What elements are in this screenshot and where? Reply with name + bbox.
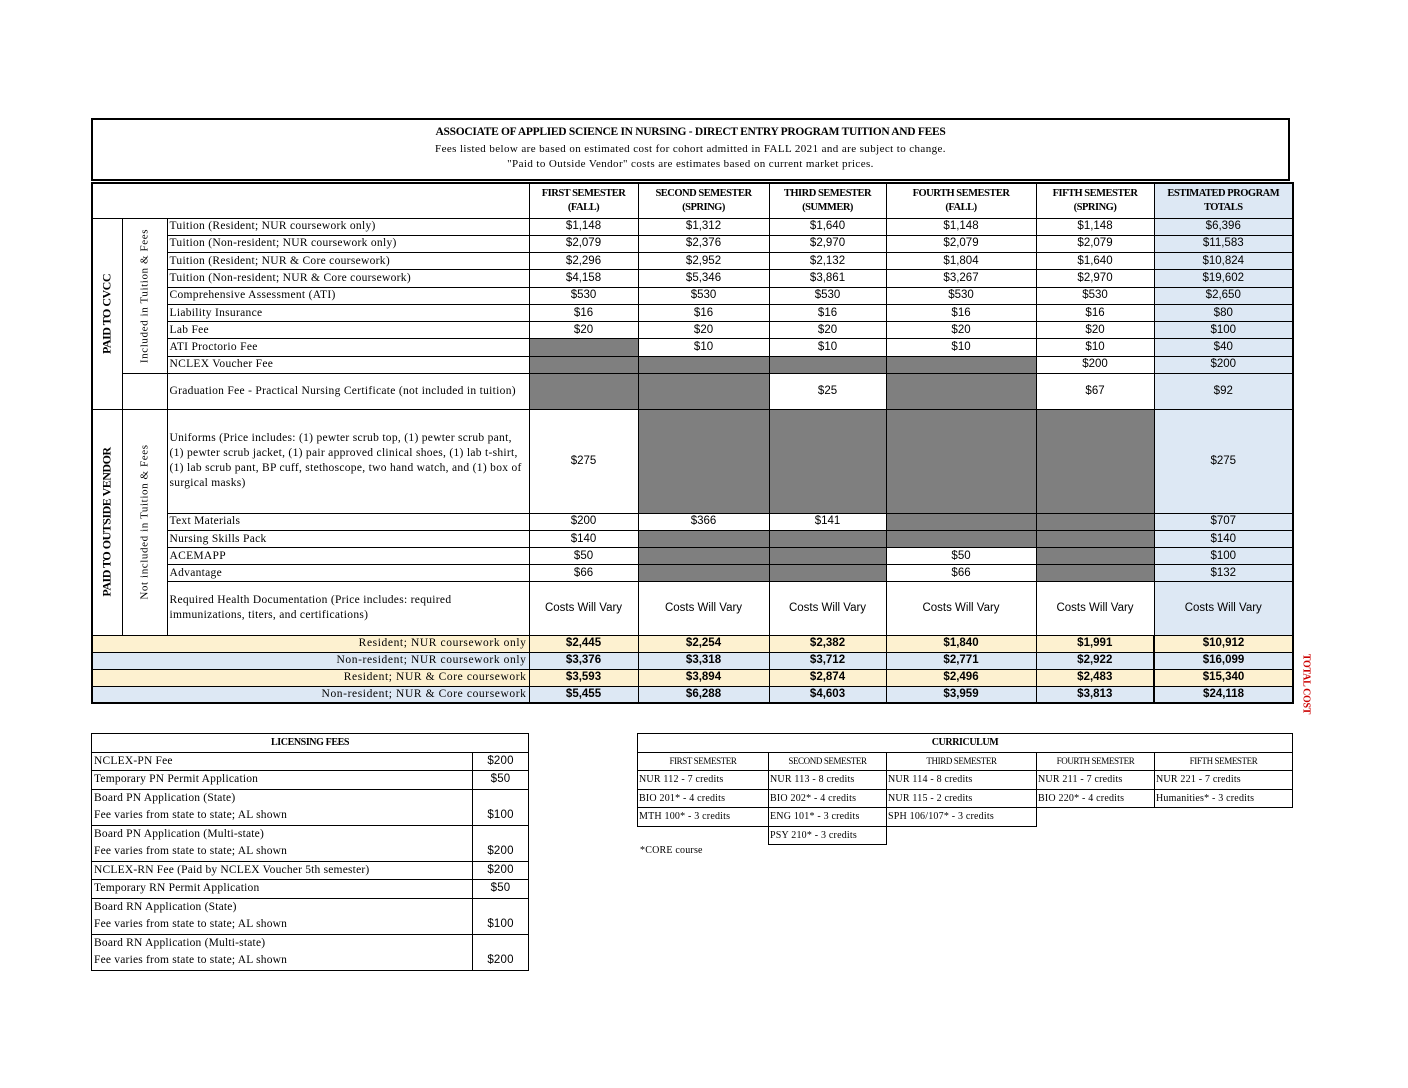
fee-value-s1: $530 xyxy=(529,287,638,304)
curriculum-course: BIO 220* - 4 credits xyxy=(1037,789,1155,808)
fee-value-s5: $16 xyxy=(1036,304,1154,321)
fee-value-s2: $530 xyxy=(638,287,769,304)
fee-value-s5: $67 xyxy=(1036,374,1154,409)
licensing-fee: $200 xyxy=(473,825,529,861)
fee-value-s3 xyxy=(769,565,886,582)
fee-value-s2: $16 xyxy=(638,304,769,321)
fee-value-s3: $16 xyxy=(769,304,886,321)
fee-value-s1: $4,158 xyxy=(529,270,638,287)
fee-label: Liability Insurance xyxy=(167,304,529,321)
total-row xyxy=(92,686,1293,703)
fee-value-s1: $66 xyxy=(529,565,638,582)
licensing-item xyxy=(92,752,473,771)
fee-value-s4: $530 xyxy=(886,287,1036,304)
column-header-line: THIRD SEMESTER xyxy=(783,187,872,199)
fee-value-s1: $140 xyxy=(529,531,638,548)
fee-row xyxy=(92,513,1293,530)
fee-value-s1: $2,296 xyxy=(529,253,638,270)
curriculum-course: PSY 210* - 3 credits xyxy=(769,826,887,845)
column-header-line: ESTIMATED PROGRAM xyxy=(1167,187,1280,199)
licensing-fee: $200 xyxy=(473,934,529,970)
fee-value-s3 xyxy=(769,531,886,548)
fee-estimated-total: $2,650 xyxy=(1154,287,1293,304)
fee-value-s5: $10 xyxy=(1036,339,1154,356)
fee-value-s3: Costs Will Vary xyxy=(769,582,886,635)
fee-estimated-total: $6,396 xyxy=(1154,218,1293,235)
total-row-label: Non-resident; NUR & Core coursework xyxy=(92,686,529,703)
fee-label: Required Health Documentation (Price includes: required immunizations, titers, and certifications) xyxy=(167,582,529,635)
licensing-row xyxy=(92,825,529,861)
total-estimated: $10,912 xyxy=(1154,635,1293,652)
fee-value-s2: Costs Will Vary xyxy=(638,582,769,635)
fee-value-s5: $20 xyxy=(1036,322,1154,339)
fees-header-row xyxy=(92,183,1293,218)
fee-value-s3 xyxy=(769,548,886,565)
subgroup-label-not-included xyxy=(122,409,167,635)
group-label-paid-cvcc xyxy=(92,218,122,409)
fee-value-s2 xyxy=(638,409,769,513)
total-value-s1: $5,455 xyxy=(529,686,638,703)
column-header-line: TOTALS xyxy=(1203,201,1243,213)
licensing-fee: $100 xyxy=(473,789,529,825)
subtitle-line-2: "Paid to Outside Vendor" costs are estimates based on current market prices. xyxy=(507,158,874,170)
total-value-s2: $3,894 xyxy=(638,669,769,686)
licensing-fee: $200 xyxy=(473,861,529,880)
column-header-sem3 xyxy=(769,183,886,218)
total-value-s1: $3,593 xyxy=(529,669,638,686)
curriculum-course: ENG 101* - 3 credits xyxy=(769,808,887,827)
fees-table xyxy=(91,182,1294,704)
curriculum-semester-row xyxy=(638,752,1293,771)
total-value-s3: $2,382 xyxy=(769,635,886,652)
total-row xyxy=(92,669,1293,686)
fee-value-s5 xyxy=(1036,513,1154,530)
column-header-line: SECOND SEMESTER xyxy=(655,187,752,199)
licensing-header: LICENSING FEES xyxy=(92,734,529,753)
licensing-item-line: Board PN Application (Multi-state) xyxy=(94,827,265,840)
licensing-row xyxy=(92,898,529,934)
total-row-label: Resident; NUR coursework only xyxy=(92,635,529,652)
fee-value-s5 xyxy=(1036,531,1154,548)
licensing-item xyxy=(92,771,473,790)
total-value-s5: $3,813 xyxy=(1036,686,1154,703)
total-row xyxy=(92,652,1293,669)
fee-value-s4: $66 xyxy=(886,565,1036,582)
fee-value-s2: $5,346 xyxy=(638,270,769,287)
fee-estimated-total: $19,602 xyxy=(1154,270,1293,287)
curriculum-semester: FIRST SEMESTER xyxy=(638,752,769,771)
subgroup-label-text: Not included in Tuition & Fees xyxy=(138,444,150,600)
fee-value-s5: $1,148 xyxy=(1036,218,1154,235)
fee-row xyxy=(92,409,1293,513)
licensing-row xyxy=(92,771,529,790)
total-value-s2: $2,254 xyxy=(638,635,769,652)
fee-value-s2: $20 xyxy=(638,322,769,339)
licensing-fee: $100 xyxy=(473,898,529,934)
header-blank xyxy=(92,183,529,218)
fee-row xyxy=(92,287,1293,304)
fee-estimated-total: $275 xyxy=(1154,409,1293,513)
curriculum-course: MTH 100* - 3 credits xyxy=(638,808,769,827)
curriculum-row xyxy=(638,826,1293,845)
column-header-line: FOURTH SEMESTER xyxy=(912,187,1010,199)
licensing-row xyxy=(92,752,529,771)
curriculum-semester: THIRD SEMESTER xyxy=(887,752,1037,771)
curriculum-course xyxy=(638,826,769,845)
fee-row xyxy=(92,253,1293,270)
total-value-s4: $2,771 xyxy=(886,652,1036,669)
curriculum-header: CURRICULUM xyxy=(638,734,1293,753)
fee-label: Comprehensive Assessment (ATI) xyxy=(167,287,529,304)
fee-estimated-total: $100 xyxy=(1154,548,1293,565)
fee-value-s1: $200 xyxy=(529,513,638,530)
curriculum-header-row xyxy=(638,734,1293,753)
fee-estimated-total: $707 xyxy=(1154,513,1293,530)
fee-row xyxy=(92,356,1293,373)
total-estimated: $24,118 xyxy=(1154,686,1293,703)
group-label-text: PAID TO CVCC xyxy=(99,273,114,354)
fee-label: Tuition (Resident; NUR coursework only) xyxy=(167,218,529,235)
column-header-line: (SPRING) xyxy=(1073,201,1117,213)
fee-label: ATI Proctorio Fee xyxy=(167,339,529,356)
licensing-item-line: Fee varies from state to state; AL shown xyxy=(94,918,288,930)
total-estimated: $16,099 xyxy=(1154,652,1293,669)
fee-value-s3 xyxy=(769,409,886,513)
licensing-item xyxy=(92,898,473,934)
curriculum-table xyxy=(637,733,1293,845)
fee-value-s2: $2,376 xyxy=(638,235,769,252)
fee-estimated-total: $140 xyxy=(1154,531,1293,548)
curriculum-course xyxy=(1155,808,1293,827)
fee-value-s2: $2,952 xyxy=(638,253,769,270)
fee-row xyxy=(92,304,1293,321)
curriculum-row xyxy=(638,808,1293,827)
fee-label: Graduation Fee - Practical Nursing Certificate (not included in tuition) xyxy=(167,374,529,409)
fee-value-s1: $275 xyxy=(529,409,638,513)
fee-value-s1: $2,079 xyxy=(529,235,638,252)
page-title: ASSOCIATE OF APPLIED SCIENCE IN NURSING - DIRECT ENTRY PROGRAM TUITION AND FEES xyxy=(435,126,946,138)
column-header-line: (FALL) xyxy=(567,201,600,213)
group-label-paid-vendor xyxy=(92,409,122,635)
fee-value-s4 xyxy=(886,531,1036,548)
fee-row xyxy=(92,374,1293,409)
column-header-sem5 xyxy=(1036,183,1154,218)
total-estimated: $15,340 xyxy=(1154,669,1293,686)
fee-value-s3: $25 xyxy=(769,374,886,409)
curriculum-semester: FOURTH SEMESTER xyxy=(1037,752,1155,771)
curriculum-course xyxy=(1037,808,1155,827)
subtitle-line-1: Fees listed below are based on estimated cost for cohort admitted in FALL 2021 and are subject to change. xyxy=(435,143,946,155)
fee-value-s3: $2,970 xyxy=(769,235,886,252)
fee-value-s5: Costs Will Vary xyxy=(1036,582,1154,635)
column-header-line: (SUMMER) xyxy=(802,201,853,213)
fee-value-s1 xyxy=(529,339,638,356)
curriculum-course: NUR 114 - 8 credits xyxy=(887,771,1037,790)
column-header-sem2 xyxy=(638,183,769,218)
fee-label: Text Materials xyxy=(167,513,529,530)
fee-value-s4: Costs Will Vary xyxy=(886,582,1036,635)
subgroup-label-included xyxy=(122,218,167,374)
fee-value-s5: $200 xyxy=(1036,356,1154,373)
total-row xyxy=(92,635,1293,652)
fee-value-s2: $1,312 xyxy=(638,218,769,235)
fee-value-s2 xyxy=(638,548,769,565)
fee-row xyxy=(92,218,1293,235)
fee-value-s3: $3,861 xyxy=(769,270,886,287)
fee-value-s4 xyxy=(886,374,1036,409)
fee-value-s1 xyxy=(529,356,638,373)
subgroup-label-text: Included in Tuition & Fees xyxy=(138,228,150,363)
licensing-item xyxy=(92,934,473,970)
fee-row xyxy=(92,322,1293,339)
group-label-text: PAID TO OUTSIDE VENDOR xyxy=(99,447,114,597)
curriculum-course: NUR 221 - 7 credits xyxy=(1155,771,1293,790)
column-header-total xyxy=(1154,183,1293,218)
total-value-s4: $2,496 xyxy=(886,669,1036,686)
fee-value-s4: $1,148 xyxy=(886,218,1036,235)
licensing-item-line: Board RN Application (State) xyxy=(94,900,237,913)
total-value-s3: $2,874 xyxy=(769,669,886,686)
fee-label: NCLEX Voucher Fee xyxy=(167,356,529,373)
fee-label: Nursing Skills Pack xyxy=(167,531,529,548)
fee-value-s2 xyxy=(638,374,769,409)
licensing-item-line: NCLEX-RN Fee (Paid by NCLEX Voucher 5th semester) xyxy=(94,863,370,876)
curriculum-course: NUR 113 - 8 credits xyxy=(769,771,887,790)
licensing-item-line: Board PN Application (State) xyxy=(94,791,236,804)
total-value-s4: $1,840 xyxy=(886,635,1036,652)
fee-row xyxy=(92,565,1293,582)
fee-value-s1: Costs Will Vary xyxy=(529,582,638,635)
licensing-item-line: Fee varies from state to state; AL shown xyxy=(94,809,288,821)
fee-estimated-total: Costs Will Vary xyxy=(1154,582,1293,635)
curriculum-semester: SECOND SEMESTER xyxy=(769,752,887,771)
licensing-fee: $50 xyxy=(473,771,529,790)
fee-estimated-total: $92 xyxy=(1154,374,1293,409)
licensing-fee: $200 xyxy=(473,752,529,771)
curriculum-course: BIO 202* - 4 credits xyxy=(769,789,887,808)
fee-value-s5: $1,640 xyxy=(1036,253,1154,270)
fee-value-s3: $141 xyxy=(769,513,886,530)
total-row-label: Non-resident; NUR coursework only xyxy=(92,652,529,669)
fee-label: Tuition (Non-resident; NUR coursework only) xyxy=(167,235,529,252)
curriculum-course: Humanities* - 3 credits xyxy=(1155,789,1293,808)
total-value-s2: $3,318 xyxy=(638,652,769,669)
total-value-s2: $6,288 xyxy=(638,686,769,703)
column-header-line: FIRST SEMESTER xyxy=(541,187,626,199)
curriculum-course: BIO 201* - 4 credits xyxy=(638,789,769,808)
fee-value-s4 xyxy=(886,409,1036,513)
fee-label: Tuition (Non-resident; NUR & Core coursework) xyxy=(167,270,529,287)
fee-value-s4: $50 xyxy=(886,548,1036,565)
licensing-item xyxy=(92,825,473,861)
fee-row xyxy=(92,548,1293,565)
fee-row xyxy=(92,531,1293,548)
fee-label: Lab Fee xyxy=(167,322,529,339)
curriculum-row xyxy=(638,789,1293,808)
licensing-item xyxy=(92,880,473,899)
licensing-row xyxy=(92,861,529,880)
fee-value-s2 xyxy=(638,565,769,582)
fee-value-s4: $3,267 xyxy=(886,270,1036,287)
fee-value-s5 xyxy=(1036,548,1154,565)
fee-value-s4: $16 xyxy=(886,304,1036,321)
licensing-item-line: Fee varies from state to state; AL shown xyxy=(94,954,288,966)
fee-estimated-total: $40 xyxy=(1154,339,1293,356)
fee-row xyxy=(92,582,1293,635)
fee-value-s5: $2,079 xyxy=(1036,235,1154,252)
total-value-s1: $2,445 xyxy=(529,635,638,652)
fee-value-s1: $16 xyxy=(529,304,638,321)
fee-estimated-total: $132 xyxy=(1154,565,1293,582)
licensing-row xyxy=(92,934,529,970)
fee-label: Uniforms (Price includes: (1) pewter scrub top, (1) pewter scrub pant, (1) pewter scrub jacket, (1) pair approved clinical shoes, (1) lab t-shirt, (1) lab scrub pant, BP cuff, stethoscope, two hand watch, and (1) box of surgical masks) xyxy=(167,409,529,513)
total-row-label: Resident; NUR & Core coursework xyxy=(92,669,529,686)
curriculum-course: NUR 112 - 7 credits xyxy=(638,771,769,790)
fee-row xyxy=(92,235,1293,252)
curriculum-course xyxy=(1155,826,1293,845)
total-value-s5: $2,922 xyxy=(1036,652,1154,669)
total-value-s4: $3,959 xyxy=(886,686,1036,703)
fee-value-s1: $50 xyxy=(529,548,638,565)
licensing-row xyxy=(92,880,529,899)
licensing-item-line: Temporary RN Permit Application xyxy=(94,882,260,894)
fee-label: Advantage xyxy=(167,565,529,582)
fee-value-s1: $1,148 xyxy=(529,218,638,235)
fee-value-s3: $10 xyxy=(769,339,886,356)
fee-estimated-total: $100 xyxy=(1154,322,1293,339)
fee-value-s2: $10 xyxy=(638,339,769,356)
licensing-item xyxy=(92,861,473,880)
curriculum-course: NUR 211 - 7 credits xyxy=(1037,771,1155,790)
fee-value-s2: $366 xyxy=(638,513,769,530)
fee-value-s3: $2,132 xyxy=(769,253,886,270)
licensing-item-line: Fee varies from state to state; AL shown xyxy=(94,845,288,857)
licensing-fee: $50 xyxy=(473,880,529,899)
licensing-fees-table xyxy=(91,733,529,971)
curriculum-course: NUR 115 - 2 credits xyxy=(887,789,1037,808)
fee-value-s5 xyxy=(1036,565,1154,582)
fee-value-s4: $2,079 xyxy=(886,235,1036,252)
fee-value-s5: $530 xyxy=(1036,287,1154,304)
total-cost-label: TOTAL COST xyxy=(1300,653,1312,715)
fee-value-s4: $10 xyxy=(886,339,1036,356)
fee-estimated-total: $10,824 xyxy=(1154,253,1293,270)
fee-value-s2 xyxy=(638,356,769,373)
column-header-sem1 xyxy=(529,183,638,218)
fee-value-s4 xyxy=(886,356,1036,373)
title-box xyxy=(91,118,1290,181)
column-header-line: (FALL) xyxy=(945,201,977,213)
fee-label: ACEMAPP xyxy=(167,548,529,565)
fee-value-s2 xyxy=(638,531,769,548)
fee-value-s4: $1,804 xyxy=(886,253,1036,270)
fee-value-s1 xyxy=(529,374,638,409)
total-value-s1: $3,376 xyxy=(529,652,638,669)
fee-label: Tuition (Resident; NUR & Core coursework) xyxy=(167,253,529,270)
fee-value-s3: $1,640 xyxy=(769,218,886,235)
curriculum-course xyxy=(887,826,1037,845)
licensing-item-line: Temporary PN Permit Application xyxy=(94,773,259,785)
curriculum-course xyxy=(1037,826,1155,845)
fee-value-s3: $530 xyxy=(769,287,886,304)
fee-value-s4: $20 xyxy=(886,322,1036,339)
subgroup-label-blank xyxy=(122,374,167,409)
fee-value-s5: $2,970 xyxy=(1036,270,1154,287)
fee-estimated-total: $200 xyxy=(1154,356,1293,373)
column-header-line: FIFTH SEMESTER xyxy=(1052,187,1138,199)
column-header-sem4 xyxy=(886,183,1036,218)
licensing-item-line: NCLEX-PN Fee xyxy=(94,754,173,767)
column-header-line: (SPRING) xyxy=(682,201,725,213)
total-value-s3: $3,712 xyxy=(769,652,886,669)
fee-estimated-total: $11,583 xyxy=(1154,235,1293,252)
fee-value-s3: $20 xyxy=(769,322,886,339)
total-value-s5: $2,483 xyxy=(1036,669,1154,686)
fee-value-s4 xyxy=(886,513,1036,530)
licensing-row xyxy=(92,789,529,825)
curriculum-row xyxy=(638,771,1293,790)
curriculum-course: SPH 106/107* - 3 credits xyxy=(887,808,1037,827)
fee-value-s3 xyxy=(769,356,886,373)
licensing-header-row xyxy=(92,734,529,753)
core-course-note: *CORE course xyxy=(640,845,703,856)
curriculum-semester: FIFTH SEMESTER xyxy=(1155,752,1293,771)
total-value-s3: $4,603 xyxy=(769,686,886,703)
fee-value-s1: $20 xyxy=(529,322,638,339)
fee-row xyxy=(92,270,1293,287)
fee-estimated-total: $80 xyxy=(1154,304,1293,321)
fee-value-s5 xyxy=(1036,409,1154,513)
total-value-s5: $1,991 xyxy=(1036,635,1154,652)
fee-row xyxy=(92,339,1293,356)
licensing-item xyxy=(92,789,473,825)
licensing-item-line: Board RN Application (Multi-state) xyxy=(94,936,266,949)
